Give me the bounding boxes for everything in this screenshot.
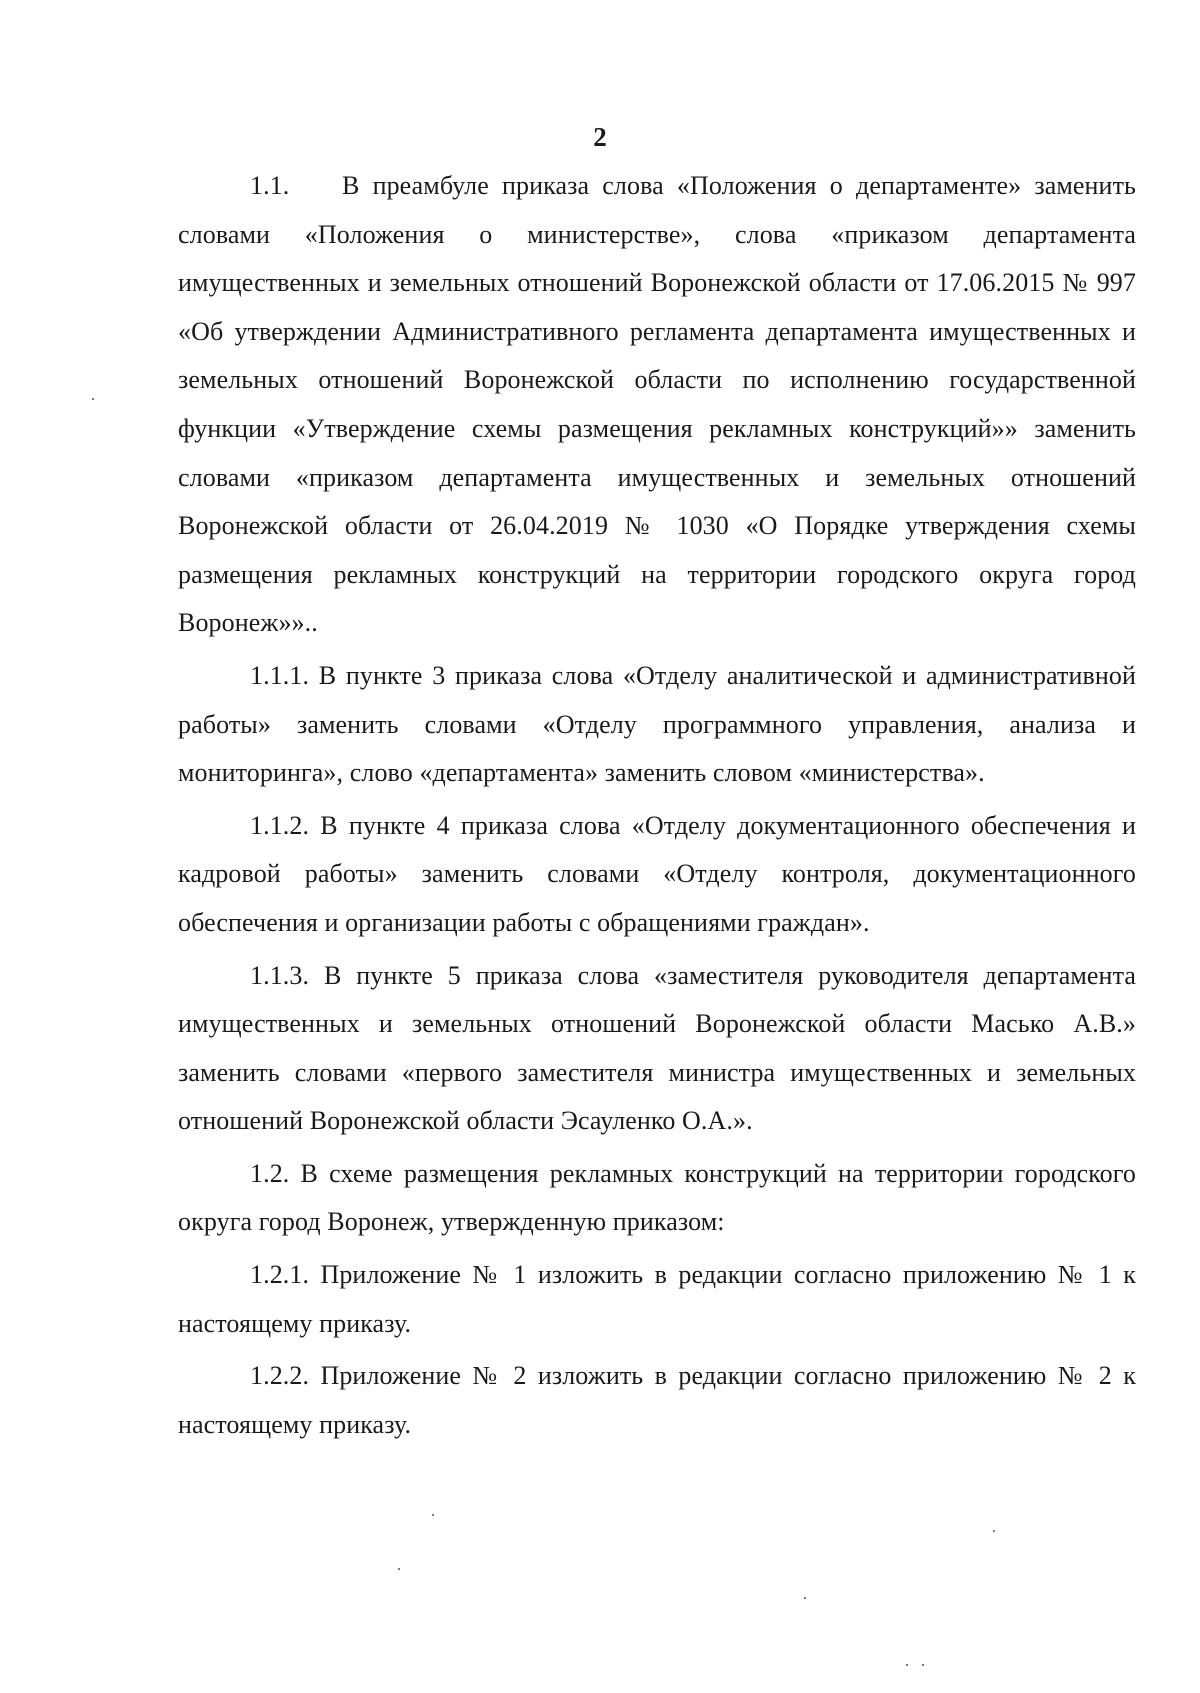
- scan-speck: [993, 1530, 995, 1532]
- page-number: 2: [593, 122, 607, 152]
- scan-speck: [398, 1568, 400, 1570]
- paragraph-1-2: 1.2. В схеме размещения рекламных конструкций на территории городского округа город Воронеж, утвержденную приказом:: [178, 1158, 1136, 1237]
- scan-speck: [922, 1664, 924, 1666]
- scan-speck: [906, 1664, 908, 1666]
- paragraph-1-2-1: 1.2.1. Приложение № 1 изложить в редакции согласно приложению № 1 к настоящему приказу.: [178, 1260, 1136, 1338]
- scan-speck: [804, 1597, 806, 1599]
- paragraph-1-1: 1.1. В преамбуле приказа слова «Положения о департаменте» заменить словами «Положения о министерстве», слова «приказом департамента имущественных и земельных отношений Воронежской области от 17.06.2015 № 997 «Об утверждении Административного регламента департамента имущественных и земельных отношений Воронежской области по исполнению государственной функции «Утверждение схемы размещения рекламных конструкций»» заменить словами «приказом департамента имущественных и земельных отношений Воронежской области от 26.04.2019 № 1030 «О Порядке утверждения схемы размещения рекламных конструкций на территории городского округа город Воронеж»»..: [178, 171, 1136, 638]
- scan-speck: [432, 1514, 434, 1516]
- paragraph-1-1-2: 1.1.2. В пункте 4 приказа слова «Отделу документационного обеспечения и кадровой работы» заменить словами «Отделу контроля, документационного обеспечения и организации работы с обращениями граждан».: [178, 810, 1136, 937]
- paragraph-1-2-2: 1.2.2. Приложение № 2 изложить в редакции согласно приложению № 2 к настоящему приказу.: [178, 1361, 1136, 1439]
- document-body: [178, 162, 1136, 1453]
- scan-speck: [92, 398, 94, 400]
- paragraph-1-1-3: 1.1.3. В пункте 5 приказа слова «заместителя руководителя департамента имущественных и земельных отношений Воронежской области Масько А.В.» заменить словами «первого заместителя министра имущественных и земельных отношений Воронежской области Эсауленко О.А.».: [178, 960, 1136, 1136]
- paragraph-1-1-1: 1.1.1. В пункте 3 приказа слова «Отделу аналитической и административной работы» заменить словами «Отделу программного управления, анализа и мониторинга», слово «департамента» заменить словом «министерства».: [178, 660, 1136, 788]
